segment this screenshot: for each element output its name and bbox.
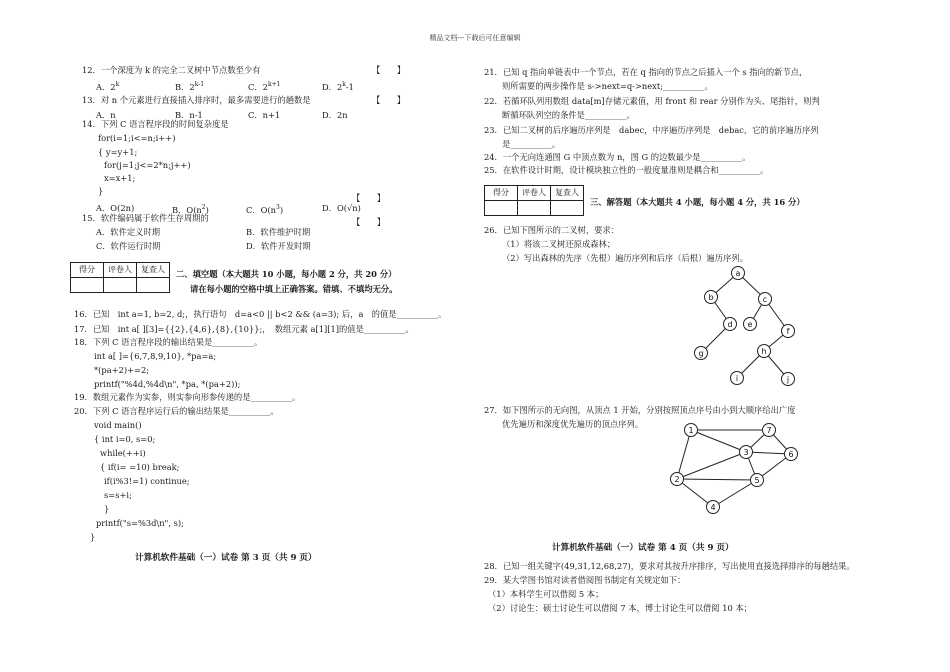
q14-code-line: { y=y+1; (98, 147, 138, 157)
q14-option-b: B．$O(n^2)$ (172, 204, 209, 215)
q26-line: （2）写出森林的先序（先根）遍历序列和后序（后根）遍历序列。 (502, 253, 748, 263)
q14-code-line: for(j=1;j<=2*n;j++) (104, 160, 191, 170)
section-3-title: 三、解答题（本大题共 4 小题，每小题 4 分，共 16 分） (590, 197, 805, 207)
q12-option-b: B．2$^{k-1}$ (175, 81, 205, 92)
q20-code-line: s=s+i; (104, 490, 132, 500)
q15-option-a: A．软件定义时期 (96, 227, 161, 237)
graph-label: 3 (743, 448, 749, 457)
tree-label: b (708, 293, 714, 302)
q20-code-line: } (104, 504, 110, 514)
q14-code-line: x=x+1; (104, 173, 136, 183)
q15-option-b: B．软件维护时期 (246, 227, 311, 237)
reviewer-input-cell[interactable] (551, 201, 584, 216)
reviewer-input-cell[interactable] (137, 278, 170, 293)
q14-option-a: A．O(2n) (96, 203, 135, 213)
tree-label: h (761, 347, 767, 356)
q15-option-c: C．软件运行时期 (96, 241, 161, 251)
q20-code-line: printf("s=%3d\n", s); (96, 518, 184, 528)
q28: 28．已知一组关键字(49,31,12,68,27)，要求对其按升序排序，写出使用直接选择排序的每趟结果。 (484, 561, 855, 571)
q20-code-line: if(i%3!=1) continue; (104, 476, 190, 486)
q29-line: 29．某大学图书馆对读者借阅图书制定有关规定如下： (484, 575, 686, 585)
q20-code-line: } (90, 532, 96, 542)
q15-stem: 15．软件编码属于软件生存周期的 (82, 213, 209, 223)
q13-option-b: B．n-1 (175, 110, 203, 120)
reviewer-cell: 复查人 (137, 263, 170, 278)
tree-label: i (735, 374, 739, 383)
grader-cell: 评卷人 (518, 186, 551, 201)
section-2-note: 请在每小题的空格中填上正确答案。错填、不填均无分。 (190, 284, 398, 294)
graph-label: 6 (788, 450, 794, 459)
score-input-cell[interactable] (71, 278, 104, 293)
q20-code-line: { if(i= =10) break; (100, 462, 180, 472)
q14-stem: 14．下列 C 语言程序段的时间复杂度是 (82, 119, 229, 129)
q18-code-line: int a[ ]={6,7,8,9,10}, *pa=a; (94, 351, 217, 361)
undirected-graph-diagram (664, 418, 804, 518)
tree-label: a (735, 269, 741, 278)
q18-code-line: printf("%4d,%4d\n", *pa, *(pa+2)); (94, 379, 241, 389)
q26-line: （1）将该二叉树还原成森林； (502, 239, 616, 249)
q29-line: （1）本科学生可以借阅 5 本； (488, 589, 604, 599)
q14-bracket: 【 】 (352, 193, 386, 203)
q18-code-line: *(pa+2)+=2; (94, 365, 150, 375)
q25: 25．在软件设计时期，设计模块独立性的一般度量准则是耦合和__________。 (484, 165, 769, 175)
binary-tree-diagram (690, 262, 810, 390)
tree-label: f (786, 327, 790, 336)
section-2-title: 二、填空题（本大题共 10 小题，每小题 2 分，共 20 分） (176, 269, 397, 279)
q13-option-a: A．n (96, 110, 116, 120)
reviewer-cell: 复查人 (551, 186, 584, 201)
q15-bracket: 【 】 (352, 217, 386, 227)
q20-code-line: while(++i) (100, 448, 146, 458)
q23-line: 23．已知二叉树的后序遍历序列是 dabec，中序遍历序列是 debac，它的前序遍历序列 (484, 125, 819, 135)
tree-label: j (786, 375, 790, 384)
right-page-footer: 计算机软件基础（一）试卷 第 4 页（共 9 页） (552, 543, 734, 553)
graph-label: 7 (766, 426, 772, 435)
left-page-footer: 计算机软件基础（一）试卷 第 3 页（共 9 页） (135, 553, 317, 563)
q13-bracket: 【 】 (372, 95, 406, 105)
tree-label: d (727, 320, 733, 329)
tree-label: g (698, 349, 704, 358)
q22-line: 22．若循环队列用数组 data[m]存储元素值，用 front 和 rear 分别作为头、尾指针，则判 (484, 96, 820, 106)
graph-label: 5 (754, 476, 760, 485)
q20-code-line: { int i=0, s=0; (94, 434, 156, 444)
q14-code-line: for(i=1;i<=n;i++) (98, 133, 176, 143)
q18-stem: 18．下列 C 语言程序段的输出结果是__________。 (74, 337, 263, 347)
q17: 17．已知 int a[ ][3]={{2},{4,6},{8},{10}};， 数组元素 a[1][1]的值是__________。 (74, 324, 414, 334)
q12-stem: 12．一个深度为 k 的完全二叉树中节点数至少有 (82, 65, 261, 75)
q14-option-d: D．O(√n) (322, 203, 361, 213)
q20-stem: 20．下列 C 语言程序运行后的输出结果是__________。 (74, 406, 279, 416)
q21-line: 则所需要的两步操作是 s->next=q->next;__________。 (502, 81, 713, 91)
q13-option-c: C．n+1 (248, 110, 281, 120)
tree-label: e (747, 320, 753, 329)
score-table-right (484, 185, 584, 216)
q12-option-d: D．2$^k$-1 (322, 81, 354, 92)
score-input-cell[interactable] (485, 201, 518, 216)
graph-label: 4 (710, 503, 716, 512)
graph-label: 2 (674, 475, 680, 484)
q22-line: 断循环队列空的条件是__________。 (502, 110, 635, 120)
q15-option-d: D．软件开发时期 (246, 241, 311, 251)
score-cell: 得分 (71, 263, 104, 278)
grader-cell: 评卷人 (104, 263, 137, 278)
q21-line: 21．已知 q 指向单链表中一个节点，若在 q 指向的节点之后插入一个 s 指向的新节点， (484, 67, 808, 77)
score-cell: 得分 (485, 186, 518, 201)
q19: 19．数组元素作为实参，则实参向形参传递的是__________。 (74, 392, 301, 402)
graph-label: 1 (688, 426, 694, 435)
q24: 24．一个无向连通图 G 中顶点数为 n，图 G 的边数最少是__________。 (484, 152, 751, 162)
q23-line: 是__________。 (502, 139, 561, 149)
q27-line: 优先遍历和深度优先遍历的顶点序列。 (502, 419, 644, 429)
q12-bracket: 【 】 (372, 65, 406, 75)
q14-option-c: C．$O(n^3)$ (246, 204, 284, 215)
q12-option-c: C．$2^{k+1}$ (248, 81, 281, 92)
q26-line: 26．已知下图所示的二叉树，要求： (484, 225, 620, 235)
page-header: 精品文档---下载后可任意编辑 (429, 34, 521, 42)
q14-code-line: } (98, 186, 104, 196)
q27-line: 27．如下图所示的无向图，从顶点 1 开始，分别按照顶点序号由小到大顺序给出广度 (484, 405, 796, 415)
q29-line: （2）讨论生：硕士讨论生可以借阅 7 本，博士讨论生可以借阅 10 本； (488, 603, 752, 613)
grader-input-cell[interactable] (104, 278, 137, 293)
tree-label: c (762, 295, 768, 304)
q16: 16．已知 int a=1, b=2, d;，执行语句 d=a<0 || b<2 && (a=3); 后，a 的值是__________。 (74, 309, 447, 319)
q13-stem: 13．对 n 个元素进行直接插入排序时，最多需要进行的趟数是 (82, 95, 311, 105)
q20-code-line: void main() (94, 420, 142, 430)
q13-option-d: D．2n (322, 110, 348, 120)
q12-option-a: A．2$^k$ (96, 81, 120, 92)
grader-input-cell[interactable] (518, 201, 551, 216)
score-table-left (70, 262, 170, 293)
